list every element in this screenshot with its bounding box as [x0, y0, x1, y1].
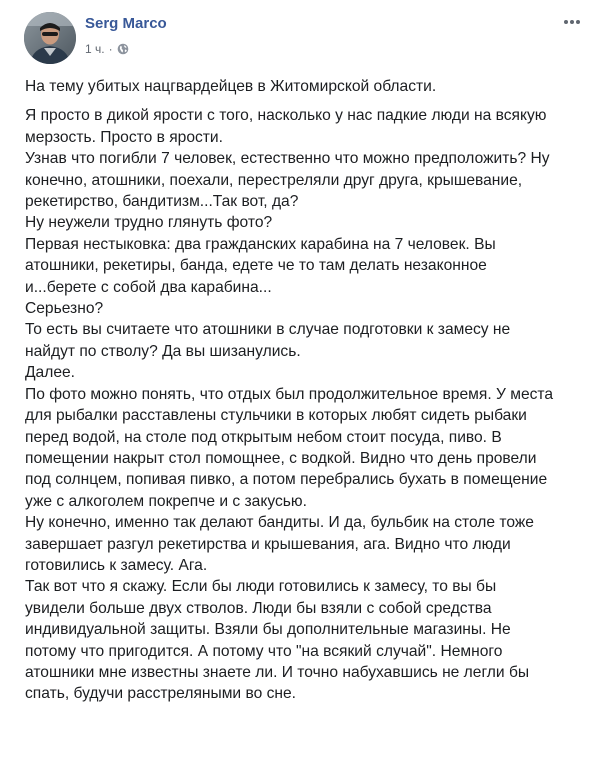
text-line: мерзость. Просто в ярости.: [25, 128, 223, 146]
post-body: [25, 76, 599, 705]
more-options-icon[interactable]: [560, 12, 584, 32]
text-line: Так вот что я скажу. Если бы люди готовились к замесу, то вы бы: [25, 578, 497, 596]
text-line: На тему убитых нацгвардейцев в Житомирской области.: [25, 78, 437, 95]
post-header: [24, 12, 584, 64]
text-line: уже с алкоголем покрепче и с закусью.: [25, 492, 307, 510]
text-line: рекетирство, бандитизм...Так вот, да?: [25, 193, 299, 211]
text-line: для рыбалки расставлены стульчики в которых любят сидеть рыбаки: [25, 407, 527, 425]
text-line: атошники, рекетиры, банда, едете че то там делать незаконное: [25, 257, 487, 275]
avatar-photo-icon: [24, 12, 76, 64]
text-line: Первая нестыковка: два гражданских карабина на 7 человек. Вы: [25, 235, 496, 253]
text-line: найдут по стволу? Да вы шизанулись.: [25, 342, 301, 360]
post-meta: [85, 42, 129, 56]
text-line: Я просто в дикой ярости с того, насколько у нас падкие люди на всякую: [25, 107, 547, 125]
text-line: Ну конечно, именно так делают бандиты. И да, бульбик на столе тоже: [25, 514, 534, 532]
text-line: и...берете с собой два карабина...: [25, 278, 272, 296]
post-body-text: [25, 105, 599, 704]
text-line: То есть вы считаете что атошники в случае подготовки к замесу не: [25, 321, 511, 339]
text-line: увидели больше двух стволов. Люди бы взяли с собой средства: [25, 599, 492, 617]
author-avatar[interactable]: [24, 12, 76, 64]
text-line: Узнав что погибли 7 человек, естественно что можно предположить? Ну: [25, 150, 550, 168]
meta-separator: ·: [108, 42, 113, 56]
text-line: готовились к замесу. Ага.: [25, 556, 208, 574]
post-title-line: [25, 76, 599, 97]
text-line: Далее.: [25, 364, 76, 382]
text-line: завершает разгул рекетирства и крышевания, ага. Видно что люди: [25, 535, 511, 553]
text-line: Ну неужели трудно глянуть фото?: [25, 214, 273, 232]
post-timestamp[interactable]: 1 ч.: [85, 42, 105, 56]
text-line: атошники мне известны знаете ли. И точно набухавшись не легли бы: [25, 663, 530, 681]
text-line: потому что пригодится. А потому что "на всякий случай". Немного: [25, 642, 503, 660]
text-line: помещении накрыт стол помощнее, с водкой. Видно что день провели: [25, 449, 537, 467]
globe-icon[interactable]: [117, 43, 129, 55]
text-line: Серьезно?: [25, 300, 104, 318]
text-line: под солнцем, попивая пивко, а потом перебрались бухать в помещение: [25, 471, 548, 489]
text-line: перед водой, на столе под открытым небом стоит посуда, пиво. В: [25, 428, 502, 446]
text-line: конечно, атошники, поехали, перестреляли друг друга, крышевание,: [25, 171, 523, 189]
text-line: спать, будучи расстреляными во сне.: [25, 685, 296, 703]
author-name[interactable]: Serg Marco: [85, 15, 167, 32]
text-line: индивидуальной защиты. Взяли бы дополнительные магазины. Не: [25, 621, 511, 639]
text-line: По фото можно понять, что отдых был продолжительное время. У места: [25, 385, 554, 403]
